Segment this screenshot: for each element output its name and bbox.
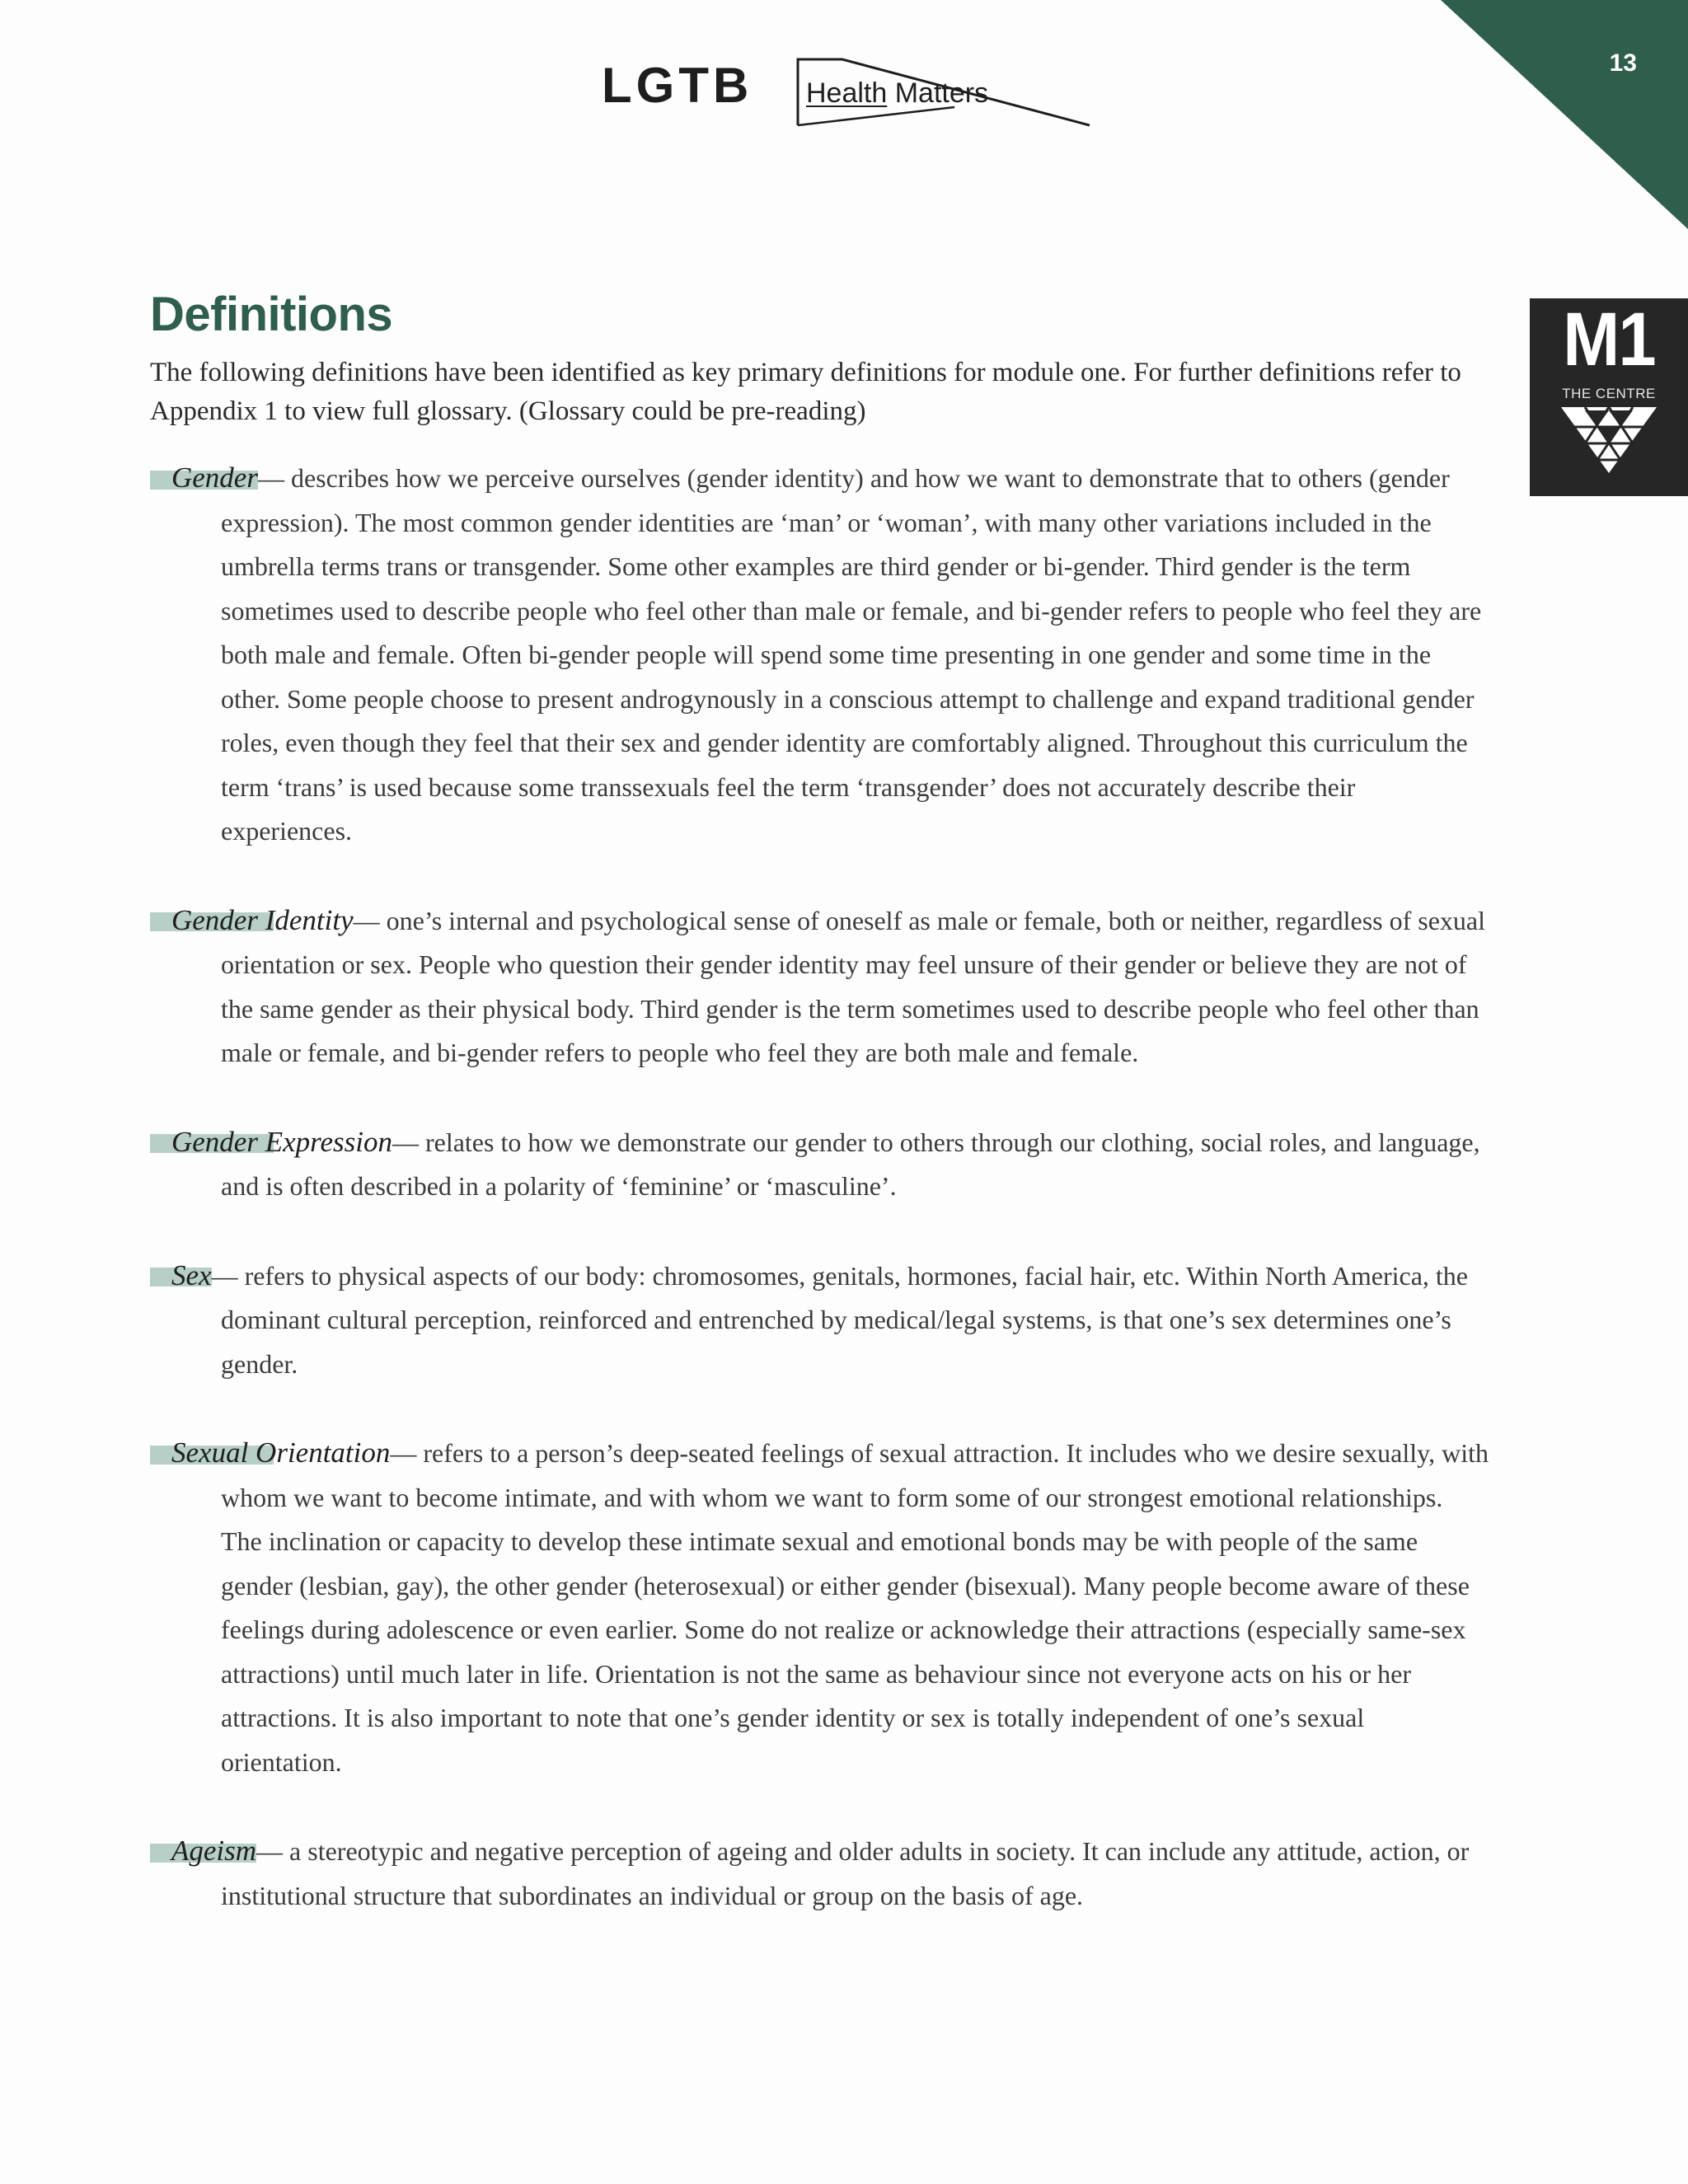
definition-text: — relates to how we demonstrate our gender to others through our clothing, social roles, and language, and is often described in a polarity of ‘feminine’ or ‘masculine’. — [221, 1127, 1480, 1201]
definition-sex — [150, 1254, 1489, 1387]
definition-gender-expression — [150, 1120, 1489, 1209]
page-number: 13 — [1609, 49, 1637, 77]
definition-term: Gender — [150, 462, 258, 494]
page-corner-tab — [1441, 0, 1688, 229]
header-logo — [602, 56, 1096, 130]
definition-gender — [150, 456, 1489, 854]
section-heading: Definitions — [150, 288, 393, 341]
definition-text: — a stereotypic and negative perception of ageing and older adults in society. It can include any attitude, action, or institutional structure that subordinates an individual or group on the basis of age. — [221, 1836, 1470, 1910]
definition-text: — refers to physical aspects of our body: chromosomes, genitals, hormones, facial hair, etc. Within North America, the dominant cultural perception, reinforced and entrenched by medical/legal systems, is that one’s sex determines one’s gender. — [211, 1260, 1468, 1379]
definition-ageism — [150, 1829, 1489, 1918]
definition-term: Sex — [150, 1259, 212, 1291]
definition-text: — one’s internal and psychological sense of oneself as male or female, both or neither, regardless of sexual orientation or sex. People who question their gender identity may feel unsure of their gender or believe they are not of the same gender as their physical body. Third gender is the term sometimes used to describe people who feel other than male or female, and bi-gender refers to people who feel they are both male and female. — [221, 905, 1485, 1067]
module-label: M1 — [1563, 298, 1655, 382]
definition-term: Sexual Orientation — [150, 1436, 390, 1469]
triangle-logo-icon — [1559, 404, 1658, 475]
definition-text: — describes how we perceive ourselves (gender identity) and how we want to demonstrate that to others (gender expression). The most common gender identities are ‘man’ or ‘woman’, with many other variations included in the umbrella terms trans or transgender. Some other examples are third gender or bi-gender. Third gender is the term sometimes used to describe people who feel other than male or female, and bi-gender refers to people who feel they are both male and female. Often bi-gender people will spend some time presenting in one gender and some time in the other. Some people choose to present androgynously in a conscious attempt to challenge and expand traditional gender roles, even though they feel that their sex and gender identity are comfortably aligned. Throughout this curriculum the term ‘trans’ is used because some transsexuals feel the term ‘transgender’ does not accurately describe their experiences. — [221, 463, 1482, 846]
logo-subtitle — [806, 79, 988, 107]
logo-main-text: LGTB — [602, 58, 753, 113]
definition-sexual-orientation — [150, 1431, 1489, 1784]
definition-term: Gender Identity — [150, 904, 354, 936]
main-content — [150, 287, 1489, 1962]
definition-text: — refers to a person’s deep-seated feelings of sexual attraction. It includes who we desire sexually, with whom we want to become intimate, and with whom we want to form some of our strongest emotional relationships. The inclination or capacity to develop these intimate sexual and emotional bonds may be with people of the same gender (lesbian, gay), the other gender (heterosexual) or either gender (bisexual). Many people become aware of these feelings during adolescence or even earlier. Some do not realize or acknowledge their attractions (especially same-sex attractions) until much later in life. Orientation is not the same as behaviour since not everyone acts on his or her attractions. It is also important to note that one’s gender identity or sex is totally independent of one’s sexual orientation. — [221, 1438, 1489, 1777]
module-tab — [1530, 298, 1688, 496]
definition-term: Gender Expression — [150, 1126, 392, 1158]
logo-health-text: Health — [806, 77, 888, 109]
definition-term: Ageism — [150, 1835, 256, 1867]
module-org-name: THE CENTRE — [1562, 386, 1656, 401]
definition-gender-identity — [150, 898, 1489, 1076]
logo-matters-text: Matters — [894, 77, 989, 109]
section-intro: The following definitions have been identified as key primary definitions for module one. For further definitions refer to Appendix 1 to view full glossary. (Glossary could be pre-reading) — [150, 358, 1461, 426]
